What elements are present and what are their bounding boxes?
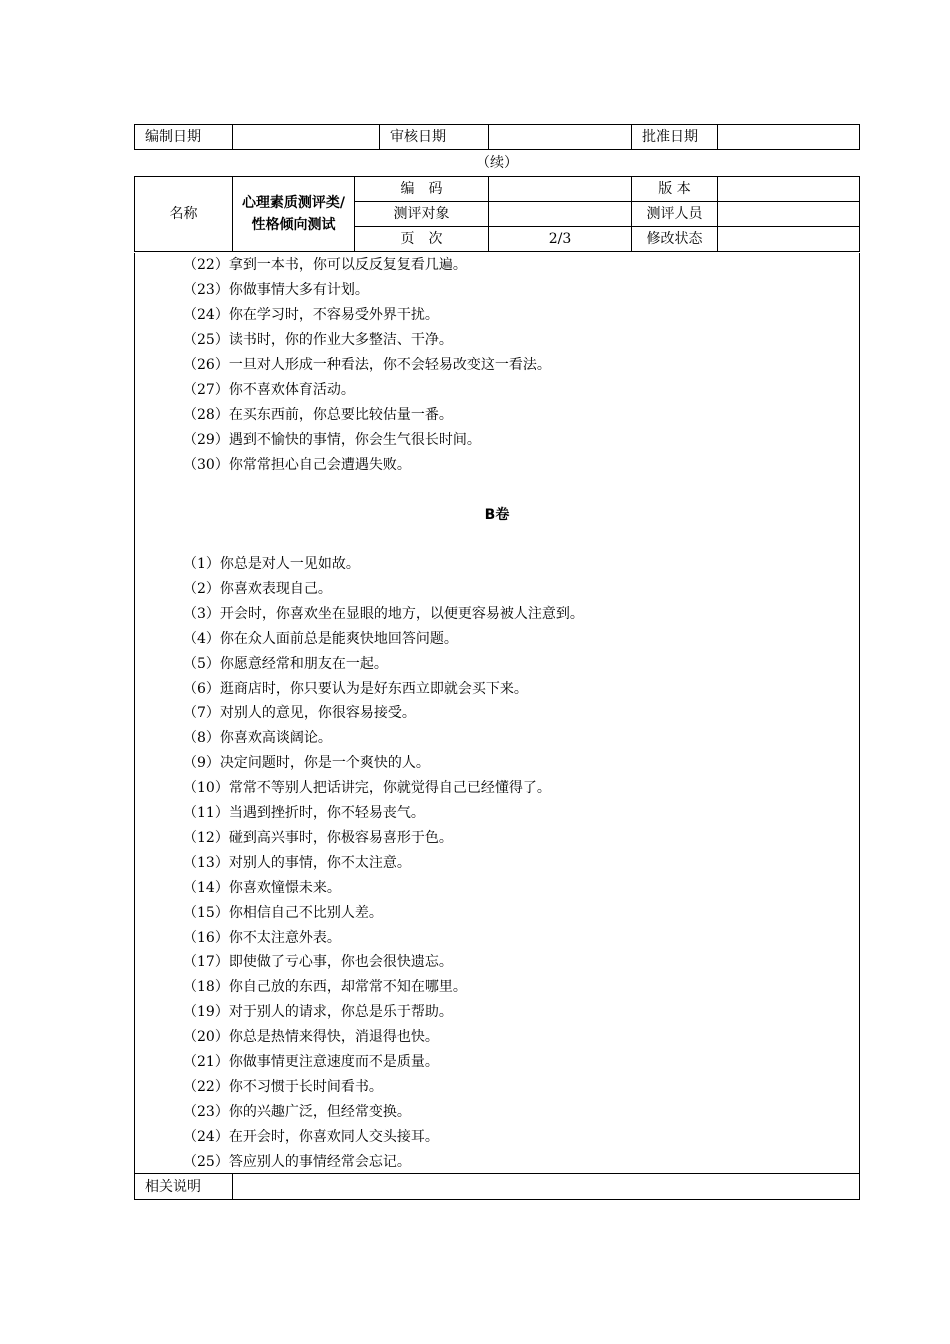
question-item: （18）你自己放的东西，却常常不知在哪里。 xyxy=(183,979,467,996)
question-item: （19）对于别人的请求，你总是乐于帮助。 xyxy=(183,1004,453,1021)
notes-table xyxy=(134,1173,860,1200)
continued-label: （续） xyxy=(476,155,518,171)
question-item: （25）读书时，你的作业大多整洁、干净。 xyxy=(183,332,453,348)
compile-date-label: 编制日期 xyxy=(135,125,233,150)
question-item: （14）你喜欢憧憬未来。 xyxy=(183,879,341,896)
question-item: （10）常常不等别人把话讲完，你就觉得自己已经懂得了。 xyxy=(183,780,551,797)
question-item: （11）当遇到挫折时，你不轻易丧气。 xyxy=(183,805,425,821)
question-item: （3）开会时，你喜欢坐在显眼的地方，以便更容易被人注意到。 xyxy=(183,605,584,622)
question-item: （5）你愿意经常和朋友在一起。 xyxy=(183,655,388,672)
question-item: （26）一旦对人形成一种看法，你不会轻易改变这一看法。 xyxy=(183,357,551,373)
notes-label: 相关说明 xyxy=(135,1174,233,1200)
question-item: （8）你喜欢高谈阔论。 xyxy=(183,730,332,747)
question-item: （30）你常常担心自己会遭遇失败。 xyxy=(183,457,411,473)
evaluator-field[interactable] xyxy=(718,202,860,227)
approval-dates-row xyxy=(135,125,860,150)
question-item: （7）对别人的意见，你很容易接受。 xyxy=(183,705,416,722)
section-b-title: B卷 xyxy=(484,507,510,523)
question-item: （23）你的兴趣广泛，但经常变换。 xyxy=(183,1103,411,1120)
document-title xyxy=(233,177,355,252)
approve-date-label: 批准日期 xyxy=(632,125,718,150)
subject-field[interactable] xyxy=(489,202,632,227)
version-label: 版 本 xyxy=(632,177,718,202)
question-item: （29）遇到不愉快的事情，你会生气很长时间。 xyxy=(183,432,481,448)
compile-date-field[interactable] xyxy=(233,125,380,150)
name-label: 名称 xyxy=(135,177,233,252)
approve-date-field[interactable] xyxy=(718,125,860,150)
document-title-line2: 性格倾向测试 xyxy=(251,217,336,233)
question-item: （12）碰到高兴事时，你极容易喜形于色。 xyxy=(183,829,453,846)
document-header-table xyxy=(134,176,860,252)
question-item: （9）决定问题时，你是一个爽快的人。 xyxy=(183,755,430,772)
code-label: 编 码 xyxy=(355,177,489,202)
notes-field[interactable] xyxy=(233,1174,860,1200)
review-date-field[interactable] xyxy=(489,125,632,150)
question-item: （24）你在学习时，不容易受外界干扰。 xyxy=(183,307,439,323)
revision-label: 修改状态 xyxy=(632,227,718,252)
evaluator-label: 测评人员 xyxy=(632,202,718,227)
page-label: 页 次 xyxy=(355,227,489,252)
question-item: （24）在开会时，你喜欢同人交头接耳。 xyxy=(183,1128,439,1145)
question-item: （2）你喜欢表现自己。 xyxy=(183,580,332,597)
question-item: （1）你总是对人一见如故。 xyxy=(183,556,360,572)
question-item: （28）在买东西前，你总要比较估量一番。 xyxy=(183,407,453,423)
review-date-label: 审核日期 xyxy=(380,125,489,150)
question-item: （27）你不喜欢体育活动。 xyxy=(183,382,355,398)
document-title-line1: 心理素质测评类/ xyxy=(241,195,346,211)
question-item: （22）你不习惯于长时间看书。 xyxy=(183,1078,383,1095)
questionnaire-body xyxy=(134,253,860,1173)
question-item: （6）逛商店时，你只要认为是好东西立即就会买下来。 xyxy=(183,680,528,697)
question-item: （13）对别人的事情，你不太注意。 xyxy=(183,854,411,871)
page-value: 2/3 xyxy=(489,227,632,252)
question-item: （23）你做事情大多有计划。 xyxy=(183,282,369,298)
question-item: （20）你总是热情来得快，消退得也快。 xyxy=(183,1029,439,1046)
question-item: （17）即使做了亏心事，你也会很快遗忘。 xyxy=(183,954,453,971)
question-item: （15）你相信自己不比别人差。 xyxy=(183,904,383,921)
code-field[interactable] xyxy=(489,177,632,202)
question-item: （4）你在众人面前总是能爽快地回答问题。 xyxy=(183,630,458,647)
revision-field[interactable] xyxy=(718,227,860,252)
approval-dates-table xyxy=(134,124,860,150)
question-item: （21）你做事情更注意速度而不是质量。 xyxy=(183,1054,439,1070)
subject-label: 测评对象 xyxy=(355,202,489,227)
version-field[interactable] xyxy=(718,177,860,202)
question-item: （16）你不太注意外表。 xyxy=(183,929,341,946)
question-item: （22）拿到一本书，你可以反反复复看几遍。 xyxy=(183,257,467,273)
question-item: （25）答应别人的事情经常会忘记。 xyxy=(183,1153,411,1170)
